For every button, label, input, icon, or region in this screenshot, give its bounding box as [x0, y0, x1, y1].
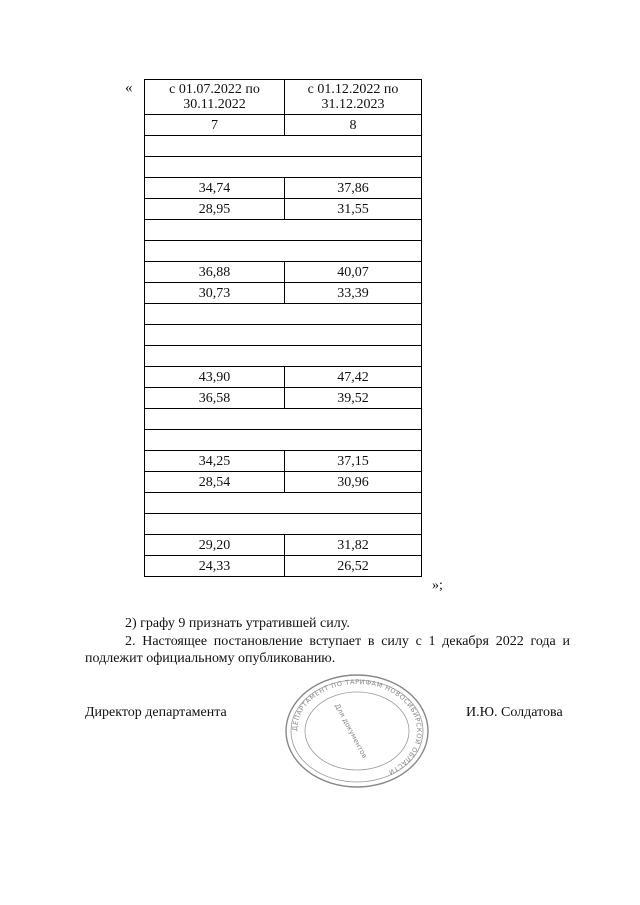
rate-cell-period-1: 29,20 [145, 535, 285, 556]
table-row [145, 451, 422, 472]
table-row [145, 388, 422, 409]
seal-inner-text: Для документов [333, 702, 369, 760]
rate-cell-period-1: 43,90 [145, 367, 285, 388]
rate-cell-period-1: 28,95 [145, 199, 285, 220]
table-row [145, 472, 422, 493]
rate-cell-period-2: 40,07 [285, 262, 422, 283]
table-row [145, 367, 422, 388]
table-row [145, 430, 422, 451]
table-row [145, 346, 422, 367]
signatory-position: Директор департамента [85, 705, 227, 720]
rate-cell-period-2: 26,52 [285, 556, 422, 577]
table-row [145, 304, 422, 325]
opening-quote: « [125, 80, 133, 96]
rate-cell-period-2: 30,96 [285, 472, 422, 493]
table-row [145, 220, 422, 241]
seal-outer-text: ДЕПАРТАМЕНТ ПО ТАРИФАМ НОВОСИБИРСКОЙ ОБЛАСТИ [290, 677, 424, 777]
rate-cell-period-2: 37,15 [285, 451, 422, 472]
table-row [145, 262, 422, 283]
rate-cell-period-1: 34,74 [145, 178, 285, 199]
official-seal [283, 672, 431, 790]
empty-section-cell [145, 430, 422, 451]
rate-cell-period-1: 34,25 [145, 451, 285, 472]
rate-cell-period-2: 37,86 [285, 178, 422, 199]
table-row [145, 283, 422, 304]
column-number-7: 7 [145, 115, 285, 136]
empty-section-cell [145, 493, 422, 514]
table-row [145, 178, 422, 199]
rate-cell-period-2: 47,42 [285, 367, 422, 388]
table-row [145, 199, 422, 220]
table-row [145, 493, 422, 514]
table-row [145, 409, 422, 430]
signatory-name: И.Ю. Солдатова [466, 705, 563, 720]
rates-table [144, 79, 422, 577]
column-number-8: 8 [285, 115, 422, 136]
paragraph-column-9: 2) графу 9 признать утратившей силу. [125, 616, 350, 631]
table-row [145, 136, 422, 157]
rate-cell-period-2: 39,52 [285, 388, 422, 409]
empty-section-cell [145, 136, 422, 157]
empty-section-cell [145, 304, 422, 325]
empty-section-cell [145, 241, 422, 262]
header-period-1: с 01.07.2022 по 30.11.2022 [145, 80, 285, 115]
empty-section-cell [145, 220, 422, 241]
rate-cell-period-2: 33,39 [285, 283, 422, 304]
rate-cell-period-1: 36,58 [145, 388, 285, 409]
empty-section-cell [145, 346, 422, 367]
table-row [145, 241, 422, 262]
header-period-2: с 01.12.2022 по 31.12.2023 [285, 80, 422, 115]
svg-text:ДЕПАРТАМЕНТ ПО ТАРИФАМ НОВОСИБ [291, 678, 423, 777]
table-row [145, 514, 422, 535]
column-numbers-row [145, 115, 422, 136]
empty-section-cell [145, 409, 422, 430]
table-row [145, 325, 422, 346]
rate-cell-period-1: 36,88 [145, 262, 285, 283]
rate-cell-period-1: 28,54 [145, 472, 285, 493]
rate-cell-period-1: 24,33 [145, 556, 285, 577]
table-row [145, 535, 422, 556]
empty-section-cell [145, 325, 422, 346]
paragraph-effective-date: 2. Настоящее постановление вступает в силу с 1 декабря 2022 года и подлежит официальному опубликованию. [85, 634, 570, 666]
empty-section-cell [145, 514, 422, 535]
closing-quote: »; [432, 578, 443, 593]
rate-cell-period-2: 31,55 [285, 199, 422, 220]
empty-section-cell [145, 157, 422, 178]
table-row [145, 556, 422, 577]
rate-cell-period-1: 30,73 [145, 283, 285, 304]
table-row [145, 157, 422, 178]
rate-cell-period-2: 31,82 [285, 535, 422, 556]
table-header-row [145, 80, 422, 115]
